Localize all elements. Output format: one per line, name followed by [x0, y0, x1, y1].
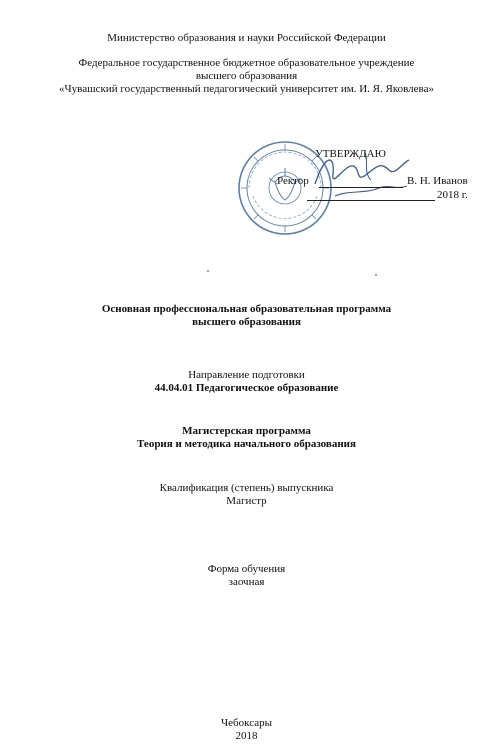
institution-line-3: «Чувашский государственный педагогический университет им. И. Я. Яковлева»: [59, 83, 434, 95]
institution-line-2: высшего образования: [195, 70, 298, 82]
direction-label: Направление подготовки: [188, 369, 305, 381]
master-program-label: Магистерская программа: [182, 425, 311, 437]
date-line: [307, 200, 435, 201]
qualification-label: Квалификация (степень) выпускника: [159, 482, 334, 494]
program-title-line-1: Основная профессиональная образовательная программа: [101, 303, 392, 315]
rector-label: Ректор: [277, 175, 309, 187]
ministry-line: Министерство образования и науки Российской Федерации: [107, 32, 386, 44]
study-form-value: заочная: [228, 576, 265, 588]
approve-label: УТВЕРЖДАЮ: [315, 148, 386, 160]
approval-block: [235, 138, 485, 268]
direction-value: 44.04.01 Педагогическое образование: [154, 382, 339, 394]
scan-mark: [207, 270, 209, 272]
footer-city: Чебоксары: [221, 717, 272, 729]
rector-name: В. Н. Иванов: [407, 175, 468, 187]
qualification-value: Магистр: [226, 495, 267, 507]
footer-year: 2018: [235, 730, 258, 742]
signature-line: [319, 187, 403, 188]
institution-line-1: Федеральное государственное бюджетное образовательное учреждение: [78, 57, 415, 69]
approval-date: 2018 г.: [437, 189, 468, 201]
program-title-line-2: высшего образования: [192, 316, 301, 328]
scan-mark: [375, 274, 377, 276]
master-program-value: Теория и методика начального образования: [137, 438, 356, 450]
study-form-label: Форма обучения: [207, 563, 286, 575]
